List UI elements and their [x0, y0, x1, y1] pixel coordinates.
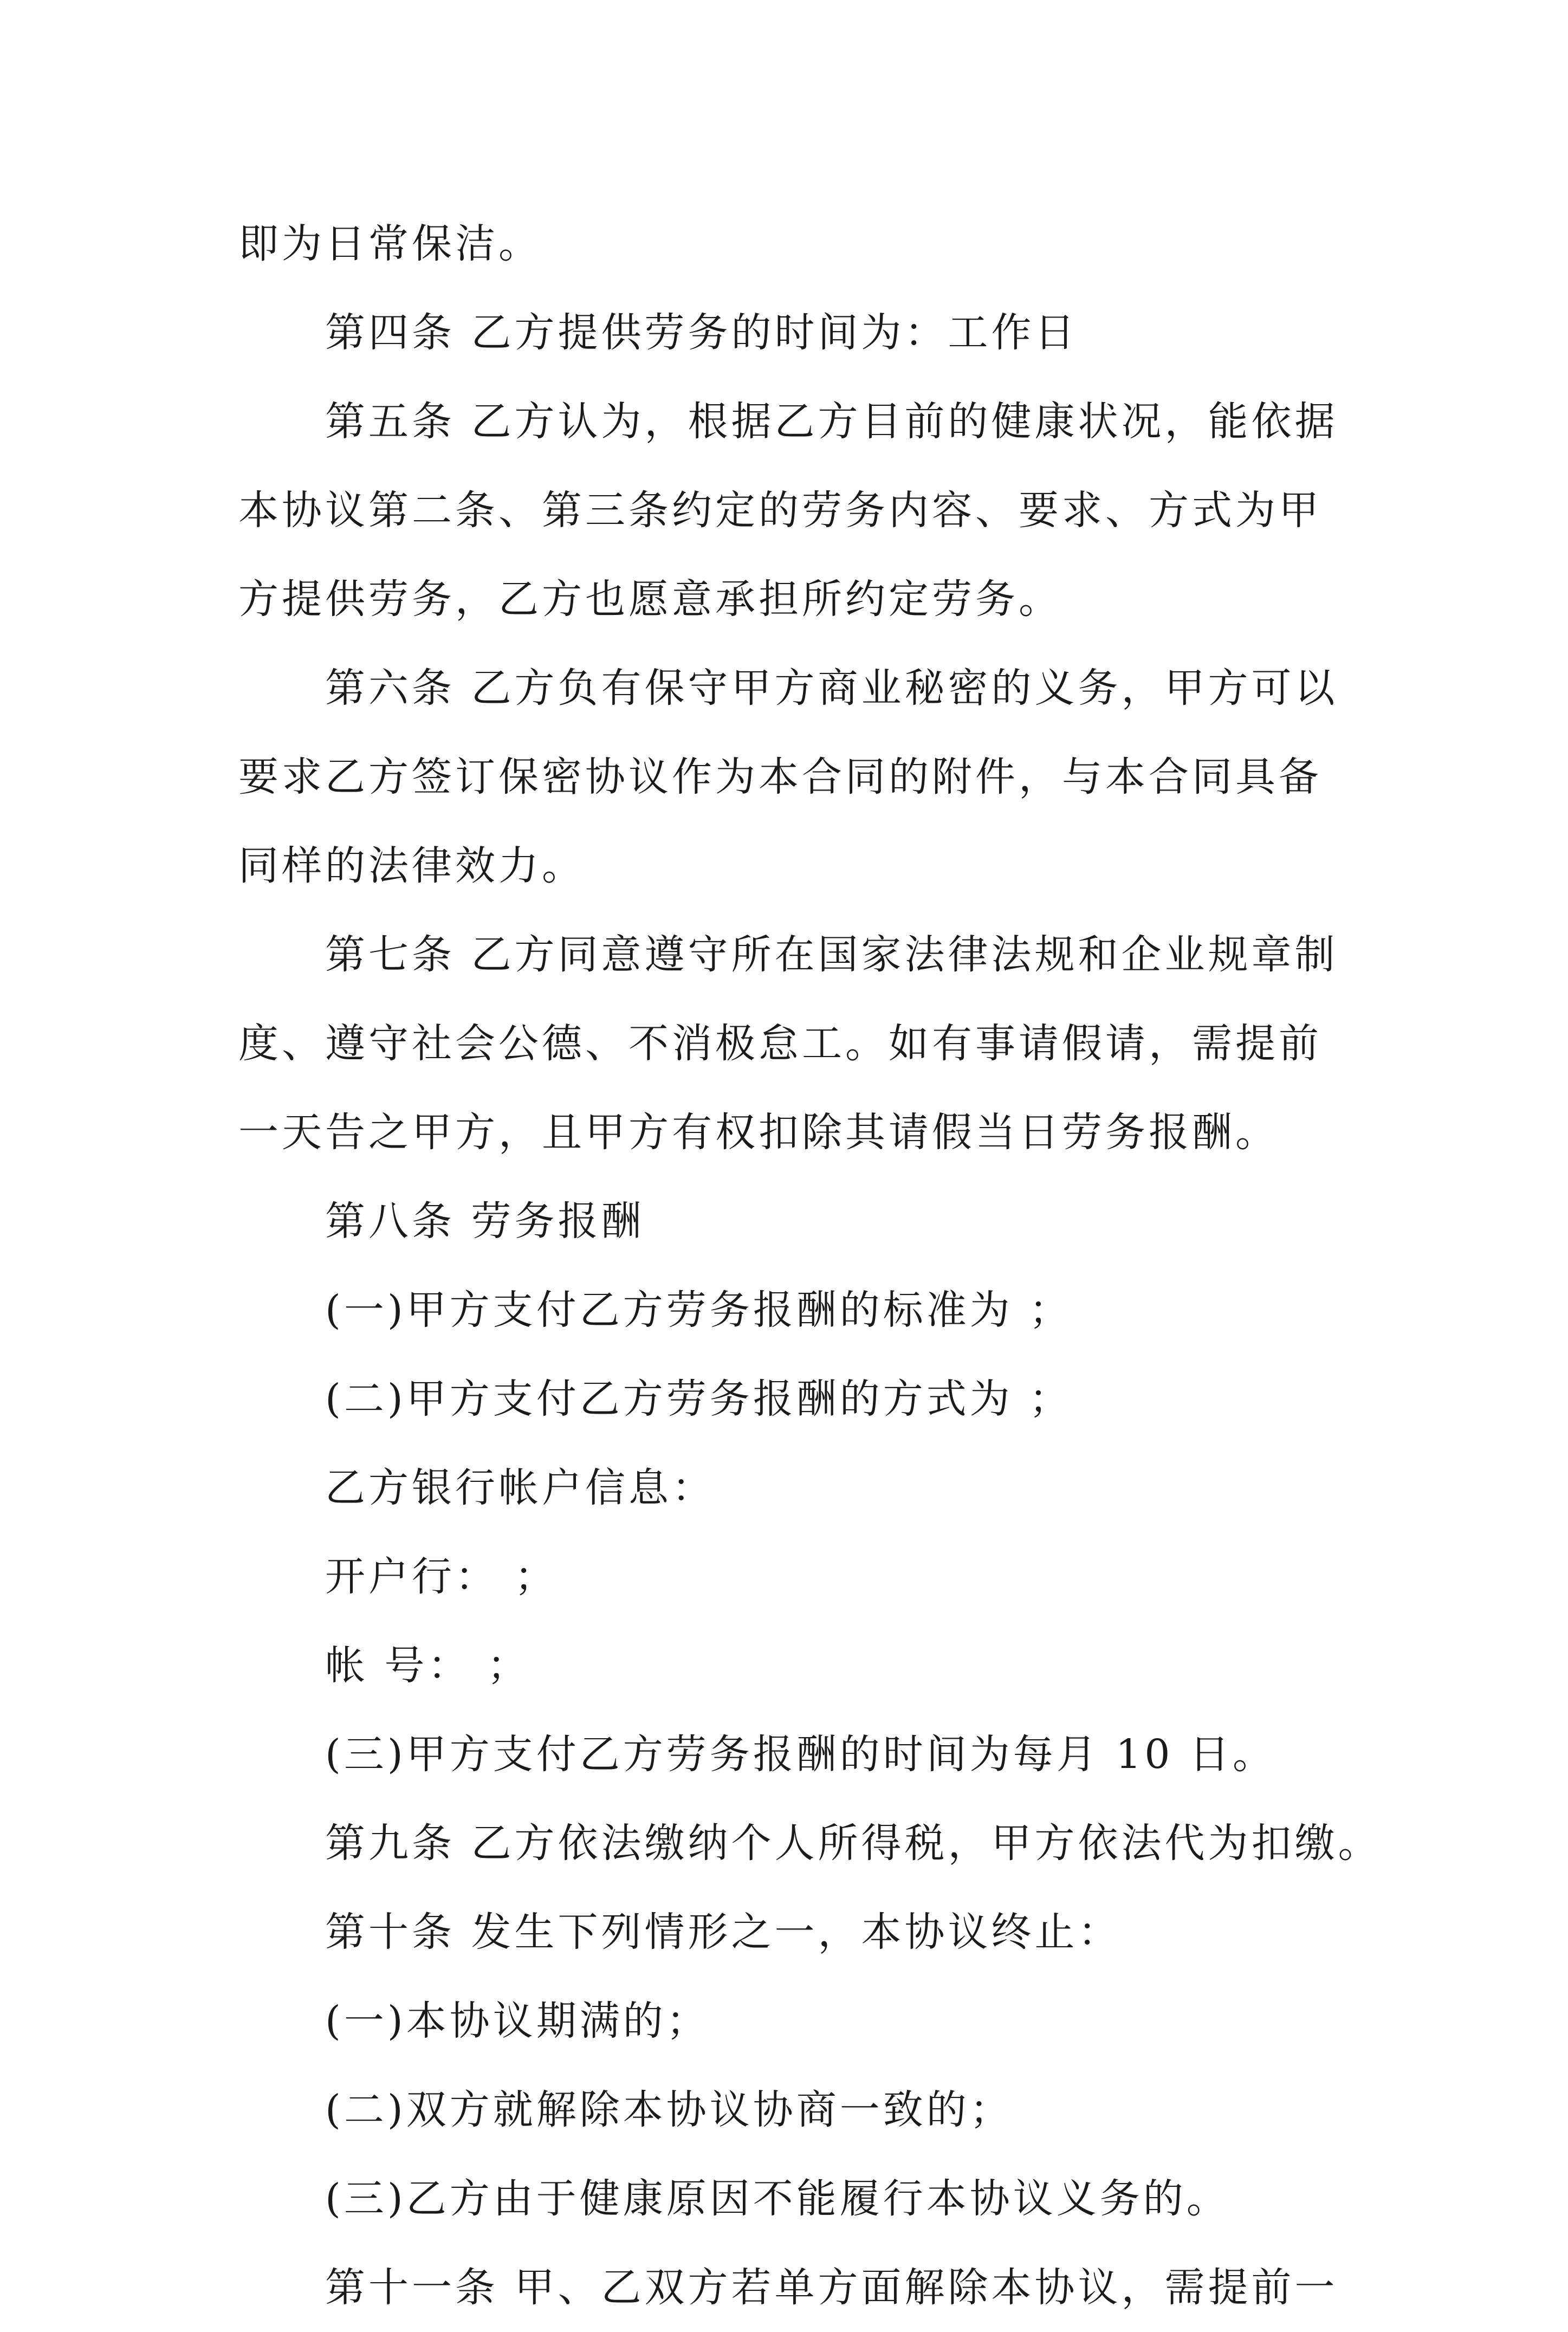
- paragraph-article-5: 第五条 乙方认为，根据乙方目前的健康状况，能依据本协议第二条、第三条约定的劳务内容、要求、方式为甲方提供劳务，乙方也愿意承担所约定劳务。: [238, 398, 1338, 623]
- paragraph-continuation: 即为日常保洁。: [238, 221, 542, 267]
- paragraph-article-10-item-2: (二)双方就解除本协议协商一致的；: [325, 2087, 1013, 2133]
- document-body: [238, 199, 1382, 2332]
- paragraph-article-4: 第四条 乙方提供劳务的时间为：工作日: [325, 309, 1078, 356]
- paragraph-account-number: 帐 号： ；: [325, 1642, 531, 1689]
- paragraph-article-10: 第十条 发生下列情形之一，本协议终止：: [325, 1909, 1122, 1955]
- paragraph-article-6: 第六条 乙方负有保守甲方商业秘密的义务，甲方可以要求乙方签订保密协议作为本合同的附件，与本合同具备同样的法律效力。: [238, 665, 1338, 889]
- paragraph-article-8-item-3: (三)甲方支付乙方劳务报酬的时间为每月 10 日。: [325, 1731, 1276, 1778]
- paragraph-article-11: 第十一条 甲、乙双方若单方面解除本协议，需提前一: [325, 2264, 1338, 2311]
- paragraph-article-9: 第九条 乙方依法缴纳个人所得税，甲方依法代为扣缴。: [325, 1820, 1382, 1867]
- paragraph-article-7: 第七条 乙方同意遵守所在国家法律法规和企业规章制度、遵守社会公德、不消极怠工。如有事请假请，需提前一天告之甲方，且甲方有权扣除其请假当日劳务报酬。: [238, 931, 1338, 1156]
- paragraph-article-8-item-2: (二)甲方支付乙方劳务报酬的方式为 ；: [325, 1376, 1073, 1422]
- paragraph-bank-info: 乙方银行帐户信息：: [325, 1465, 715, 1511]
- paragraph-article-10-item-3: (三)乙方由于健康原因不能履行本协议义务的。: [325, 2175, 1230, 2222]
- paragraph-article-10-item-1: (一)本协议期满的；: [325, 1998, 710, 2044]
- paragraph-article-8-item-1: (一)甲方支付乙方劳务报酬的标准为 ；: [325, 1287, 1073, 1333]
- paragraph-bank-name: 开户行： ；: [325, 1553, 558, 1600]
- paragraph-article-8-heading: 第八条 劳务报酬: [325, 1198, 645, 1245]
